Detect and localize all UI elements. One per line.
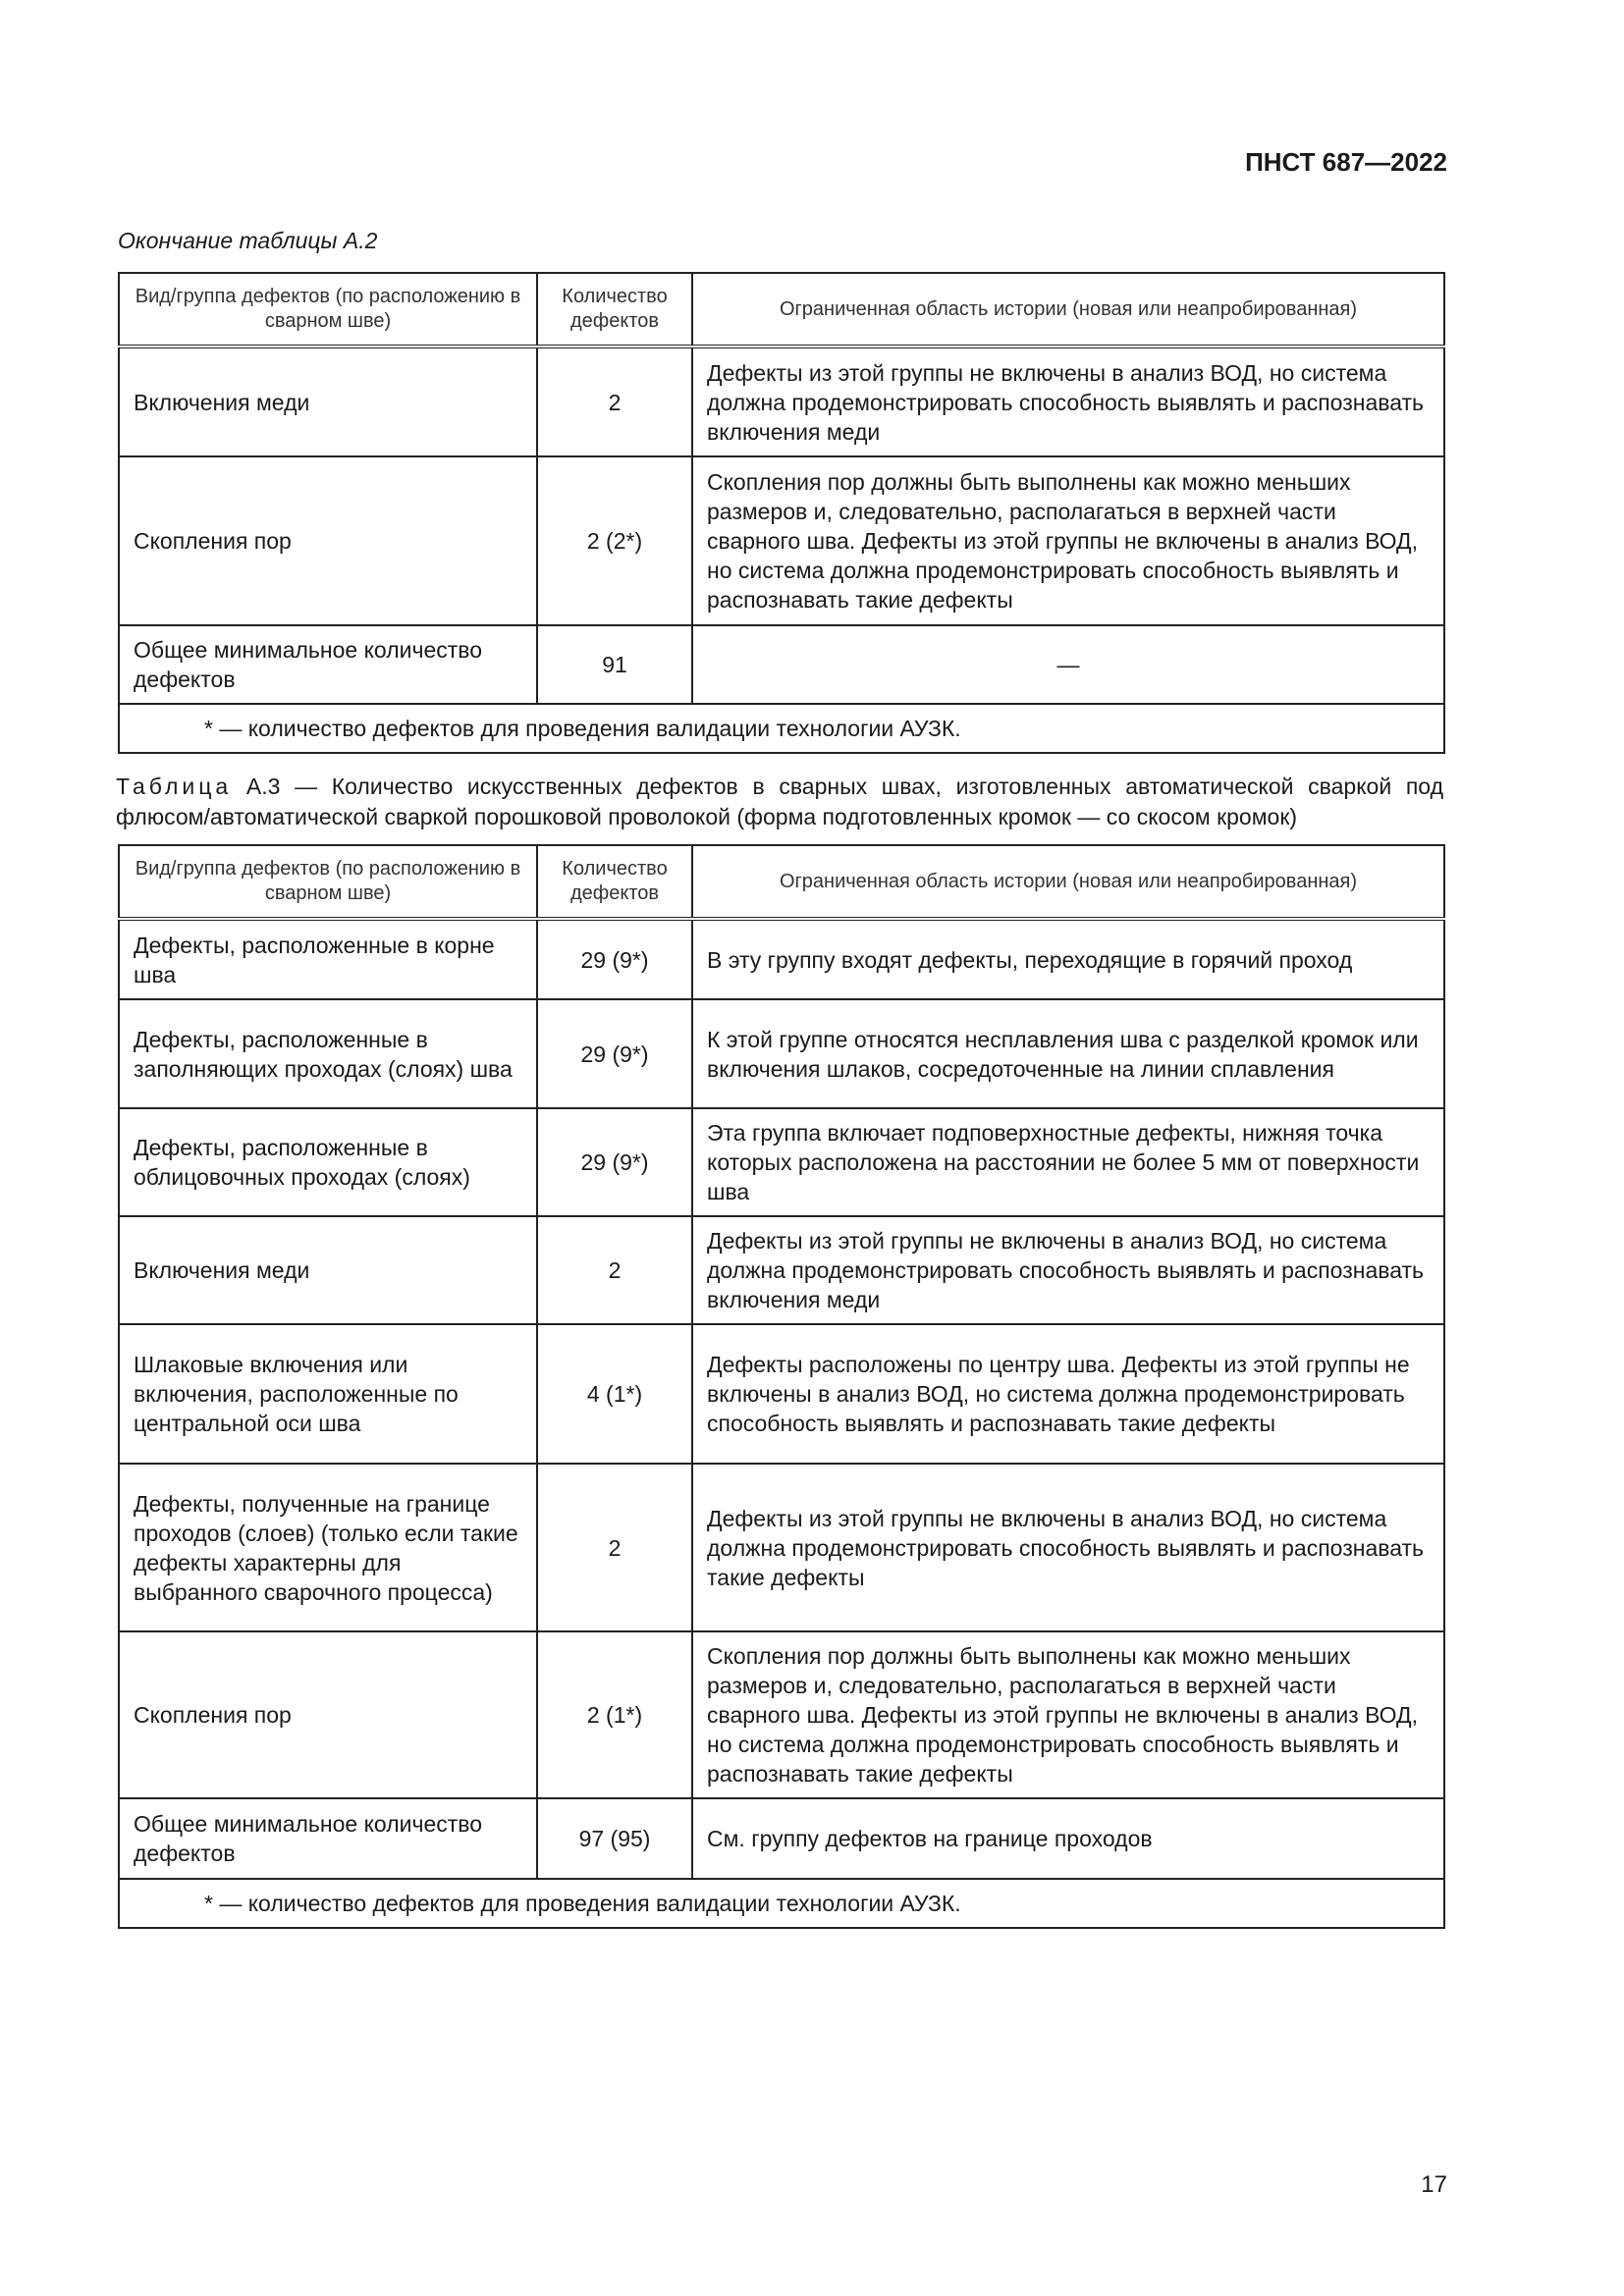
defect-count-cell: 2 — [537, 347, 692, 456]
header-history-area: Ограниченная область истории (новая или неапробированная) — [692, 273, 1444, 347]
defect-group-cell: Включения меди — [119, 347, 537, 456]
defect-count-cell: 2 (1*) — [537, 1631, 692, 1798]
table-a3 — [118, 844, 1445, 1929]
table-footnote-row — [119, 1879, 1444, 1928]
document-code: ПНСТ 687—2022 — [1245, 147, 1447, 177]
defect-count-cell: 4 (1*) — [537, 1324, 692, 1464]
table-footnote: * — количество дефектов для проведения валидации технологии АУЗК. — [119, 704, 1444, 753]
table-a2 — [118, 272, 1445, 754]
header-defect-group: Вид/группа дефектов (по расположению в сварном шве) — [119, 273, 537, 347]
table-a3-caption — [116, 772, 1443, 832]
table-row — [119, 919, 1444, 999]
table-row — [119, 1631, 1444, 1798]
history-area-cell: Скопления пор должны быть выполнены как можно меньших размеров и, следовательно, располагаться в верхней части сварного шва. Дефекты из этой группы не включены в анализ ВОД, но система должна продемонстрировать способность выявлять и распознавать такие дефекты — [692, 456, 1444, 625]
defect-group-cell: Скопления пор — [119, 456, 537, 625]
table-row — [119, 1464, 1444, 1631]
table-row — [119, 625, 1444, 704]
header-history-area: Ограниченная область истории (новая или неапробированная) — [692, 845, 1444, 919]
defect-group-cell: Дефекты, расположенные в облицовочных проходах (слоях) — [119, 1108, 537, 1216]
table-row — [119, 999, 1444, 1108]
history-area-cell: Скопления пор должны быть выполнены как можно меньших размеров и, следовательно, располагаться в верхней части сварного шва. Дефекты из этой группы не включены в анализ ВОД, но система должна продемонстрировать способность выявлять и распознавать такие дефекты — [692, 1631, 1444, 1798]
defect-count-cell: 29 (9*) — [537, 919, 692, 999]
history-area-cell: Дефекты из этой группы не включены в анализ ВОД, но система должна продемонстрировать способность выявлять и распознавать включения меди — [692, 1216, 1444, 1324]
defect-group-cell: Шлаковые включения или включения, расположенные по центральной оси шва — [119, 1324, 537, 1464]
table-row — [119, 1216, 1444, 1324]
defect-count-cell: 29 (9*) — [537, 999, 692, 1108]
defect-group-cell: Включения меди — [119, 1216, 537, 1324]
table-a3-caption-label: Таблица — [116, 774, 233, 799]
table-footnote-row — [119, 704, 1444, 753]
table-row — [119, 456, 1444, 625]
defect-count-cell: 97 (95) — [537, 1798, 692, 1879]
table-a2-caption: Окончание таблицы А.2 — [118, 228, 378, 253]
defect-group-cell: Дефекты, полученные на границе проходов (слоев) (только если такие дефекты характерны для выбранного сварочного процесса) — [119, 1464, 537, 1631]
history-area-cell: См. группу дефектов на границе проходов — [692, 1798, 1444, 1879]
defect-count-cell: 29 (9*) — [537, 1108, 692, 1216]
defect-count-cell: 2 — [537, 1464, 692, 1631]
defect-group-cell: Общее минимальное количество дефектов — [119, 625, 537, 704]
header-defect-count: Количество дефектов — [537, 273, 692, 347]
history-area-cell: — — [692, 625, 1444, 704]
defect-count-cell: 2 — [537, 1216, 692, 1324]
table-a2-header-row — [119, 273, 1444, 347]
table-row — [119, 1108, 1444, 1216]
defect-group-cell: Дефекты, расположенные в корне шва — [119, 919, 537, 999]
table-a3-header-row — [119, 845, 1444, 919]
defect-group-cell: Дефекты, расположенные в заполняющих проходах (слоях) шва — [119, 999, 537, 1108]
defect-group-cell: Общее минимальное количество дефектов — [119, 1798, 537, 1879]
history-area-cell: Дефекты из этой группы не включены в анализ ВОД, но система должна продемонстрировать способность выявлять и распознавать такие дефекты — [692, 1464, 1444, 1631]
header-defect-count: Количество дефектов — [537, 845, 692, 919]
table-row — [119, 347, 1444, 456]
page-number: 17 — [1421, 2171, 1447, 2198]
table-row — [119, 1324, 1444, 1464]
history-area-cell: К этой группе относятся несплавления шва с разделкой кромок или включения шлаков, сосредоточенные на линии сплавления — [692, 999, 1444, 1108]
history-area-cell: Дефекты из этой группы не включены в анализ ВОД, но система должна продемонстрировать способность выявлять и распознавать включения меди — [692, 347, 1444, 456]
defect-count-cell: 91 — [537, 625, 692, 704]
table-footnote: * — количество дефектов для проведения валидации технологии АУЗК. — [119, 1879, 1444, 1928]
table-a3-caption-text: А.3 — Количество искусственных дефектов в сварных швах, изготовленных автоматической сваркой под флюсом/автоматической сваркой порошковой проволокой (форма подготовленных кромок — со скосом кромок) — [116, 774, 1444, 829]
table-row — [119, 1798, 1444, 1879]
history-area-cell: В эту группу входят дефекты, переходящие в горячий проход — [692, 919, 1444, 999]
header-defect-group: Вид/группа дефектов (по расположению в сварном шве) — [119, 845, 537, 919]
history-area-cell: Дефекты расположены по центру шва. Дефекты из этой группы не включены в анализ ВОД, но система должна продемонстрировать способность выявлять и распознавать такие дефекты — [692, 1324, 1444, 1464]
defect-group-cell: Скопления пор — [119, 1631, 537, 1798]
defect-count-cell: 2 (2*) — [537, 456, 692, 625]
history-area-cell: Эта группа включает подповерхностные дефекты, нижняя точка которых расположена на расстоянии не более 5 мм от поверхности шва — [692, 1108, 1444, 1216]
